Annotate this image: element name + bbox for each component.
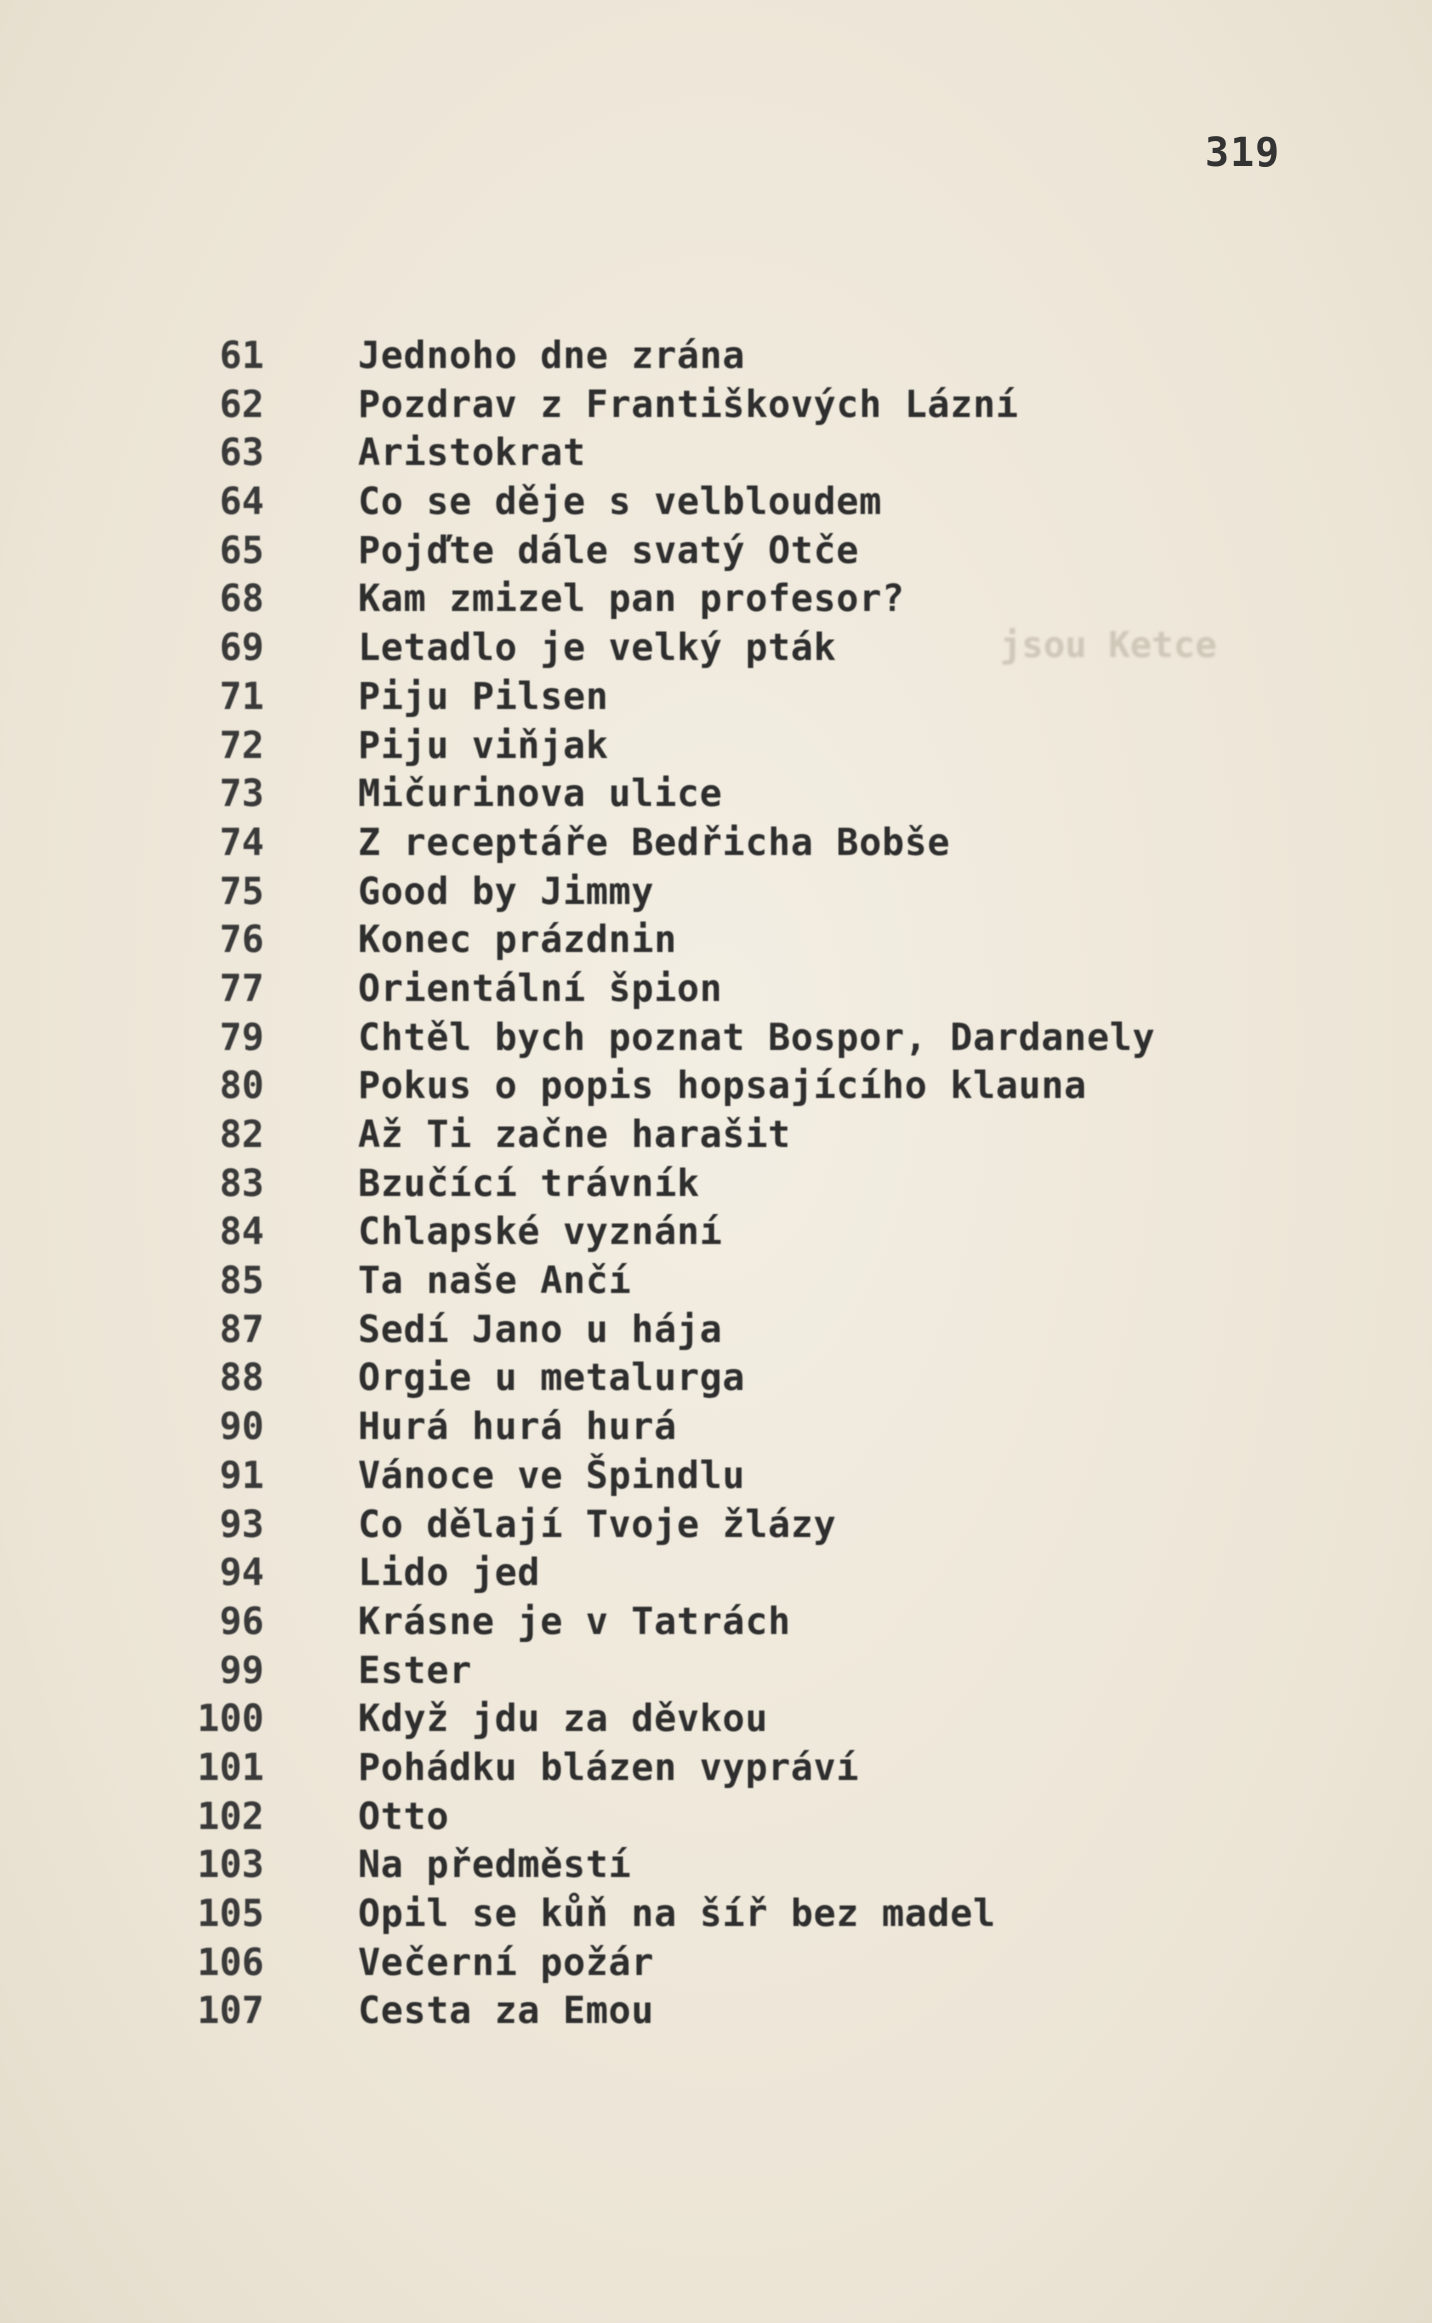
toc-entry-number: 80 xyxy=(219,1064,264,1108)
toc-entry-title: Mičurinova ulice xyxy=(358,772,723,816)
toc-entry-title: Aristokrat xyxy=(358,431,586,475)
toc-entry xyxy=(88,624,1368,673)
toc-entry-title: Na předměstí xyxy=(358,1843,632,1887)
toc-entry-title: Pokus o popis hopsajícího klauna xyxy=(358,1064,1087,1108)
toc-entry-title: Letadlo je velký pták xyxy=(358,626,837,670)
toc-entry xyxy=(88,381,1368,430)
toc-entry-title: Až Ti začne harašit xyxy=(358,1113,791,1156)
toc-entry xyxy=(88,1695,1368,1744)
toc-entry-number: 103 xyxy=(197,1843,264,1887)
toc-entry xyxy=(88,965,1368,1014)
toc-entry xyxy=(88,1354,1368,1403)
toc-entry xyxy=(88,575,1368,624)
toc-entry-number: 76 xyxy=(219,918,264,962)
toc-entry-number: 100 xyxy=(197,1697,264,1741)
toc-entry xyxy=(88,1939,1368,1988)
toc-entry-title: Cesta za Emou xyxy=(358,1989,655,2033)
toc-entry xyxy=(88,1501,1368,1550)
toc-entry xyxy=(88,527,1368,576)
toc-entry-title: Když jdu za děvkou xyxy=(358,1697,768,1741)
table-of-contents xyxy=(88,332,1368,2036)
toc-entry xyxy=(88,868,1368,917)
toc-entry-number: 93 xyxy=(219,1502,264,1546)
toc-entry-number: 102 xyxy=(197,1794,264,1838)
toc-entry-title: Otto xyxy=(358,1794,450,1838)
toc-entry xyxy=(88,1549,1368,1598)
toc-entry-number: 61 xyxy=(219,334,264,377)
toc-entry-title: Hurá hurá hurá xyxy=(358,1405,677,1449)
toc-entry-title: Pozdrav z Františkových Lázní xyxy=(358,382,1019,426)
toc-entry xyxy=(88,1744,1368,1793)
toc-entry-number: 88 xyxy=(219,1356,264,1400)
toc-entry-title: Ta naše Ančí xyxy=(358,1259,632,1303)
toc-entry-title: Bzučící trávník xyxy=(358,1161,700,1205)
toc-entry xyxy=(88,1987,1368,2036)
toc-entry xyxy=(88,1111,1368,1160)
toc-entry xyxy=(88,819,1368,868)
toc-entry-title: Co se děje s velbloudem xyxy=(358,480,882,524)
toc-entry-title: Lido jed xyxy=(358,1551,541,1595)
toc-entry-title: Good by Jimmy xyxy=(358,869,655,913)
toc-entry-number: 83 xyxy=(219,1161,264,1205)
toc-entry-number: 69 xyxy=(219,626,264,670)
toc-entry-number: 105 xyxy=(197,1892,264,1935)
toc-entry-number: 75 xyxy=(219,869,264,913)
toc-entry-title: Pohádku blázen vypráví xyxy=(358,1745,860,1789)
toc-entry xyxy=(88,332,1368,381)
toc-entry-number: 79 xyxy=(219,1015,264,1059)
toc-entry xyxy=(88,916,1368,965)
toc-entry-number: 63 xyxy=(219,431,264,475)
toc-entry xyxy=(88,1014,1368,1063)
toc-entry xyxy=(88,1403,1368,1452)
toc-entry xyxy=(88,1062,1368,1111)
toc-entry-number: 62 xyxy=(219,382,264,426)
toc-entry xyxy=(88,429,1368,478)
toc-entry-number: 91 xyxy=(219,1453,264,1497)
toc-entry xyxy=(88,1452,1368,1501)
toc-entry-title: Ester xyxy=(358,1648,472,1692)
toc-entry-title: Orgie u metalurga xyxy=(358,1356,746,1400)
toc-entry-title: Z receptáře Bedřicha Bobše xyxy=(358,820,951,864)
toc-entry-number: 96 xyxy=(219,1599,264,1643)
toc-entry-title: Jednoho dne zrána xyxy=(358,334,746,377)
toc-entry-title: Pojďte dále svatý Otče xyxy=(358,528,860,572)
toc-entry xyxy=(88,1793,1368,1842)
toc-entry-title: Kam zmizel pan profesor? xyxy=(358,577,905,621)
toc-entry-number: 65 xyxy=(219,528,264,572)
toc-entry-number: 85 xyxy=(219,1259,264,1303)
toc-entry xyxy=(88,770,1368,819)
toc-entry-number: 82 xyxy=(219,1113,264,1156)
toc-entry-title: Piju viňjak xyxy=(358,723,609,767)
toc-entry xyxy=(88,1257,1368,1306)
toc-entry xyxy=(88,1841,1368,1890)
toc-entry-number: 84 xyxy=(219,1210,264,1254)
toc-entry-number: 94 xyxy=(219,1551,264,1595)
toc-entry xyxy=(88,1306,1368,1355)
toc-entry-title: Chlapské vyznání xyxy=(358,1210,723,1254)
toc-entry-number: 106 xyxy=(197,1940,264,1984)
toc-entry-number: 87 xyxy=(219,1307,264,1351)
toc-entry xyxy=(88,722,1368,771)
toc-entry-number: 107 xyxy=(197,1989,264,2033)
toc-entry-title: Konec prázdnin xyxy=(358,918,677,962)
toc-entry-number: 74 xyxy=(219,820,264,864)
toc-entry-title: Sedí Jano u hája xyxy=(358,1307,723,1351)
toc-entry xyxy=(88,673,1368,722)
toc-entry-title: Co dělají Tvoje žlázy xyxy=(358,1502,837,1546)
toc-entry xyxy=(88,1208,1368,1257)
toc-entry xyxy=(88,478,1368,527)
page-number: 319 xyxy=(1205,130,1281,176)
toc-entry-number: 99 xyxy=(219,1648,264,1692)
toc-entry xyxy=(88,1890,1368,1939)
toc-entry xyxy=(88,1647,1368,1696)
toc-entry-number: 73 xyxy=(219,772,264,816)
toc-entry-title: Večerní požár xyxy=(358,1940,655,1984)
toc-entry-title: Piju Pilsen xyxy=(358,674,609,718)
toc-entry-title: Opil se kůň na šíř bez madel xyxy=(358,1892,996,1935)
toc-entry-title: Orientální špion xyxy=(358,966,723,1010)
toc-entry-number: 71 xyxy=(219,674,264,718)
toc-entry-number: 90 xyxy=(219,1405,264,1449)
toc-entry-number: 64 xyxy=(219,480,264,524)
toc-entry xyxy=(88,1598,1368,1647)
toc-entry-number: 72 xyxy=(219,723,264,767)
toc-entry-title: Vánoce ve Špindlu xyxy=(358,1453,746,1497)
toc-entry-title: Krásne je v Tatrách xyxy=(358,1599,791,1643)
bleed-through-text: jsou Ketce xyxy=(1000,625,1217,666)
toc-entry-number: 68 xyxy=(219,577,264,621)
toc-entry xyxy=(88,1160,1368,1209)
toc-entry-number: 77 xyxy=(219,966,264,1010)
toc-entry-title: Chtěl bych poznat Bospor, Dardanely xyxy=(358,1015,1156,1059)
toc-entry-number: 101 xyxy=(197,1745,264,1789)
